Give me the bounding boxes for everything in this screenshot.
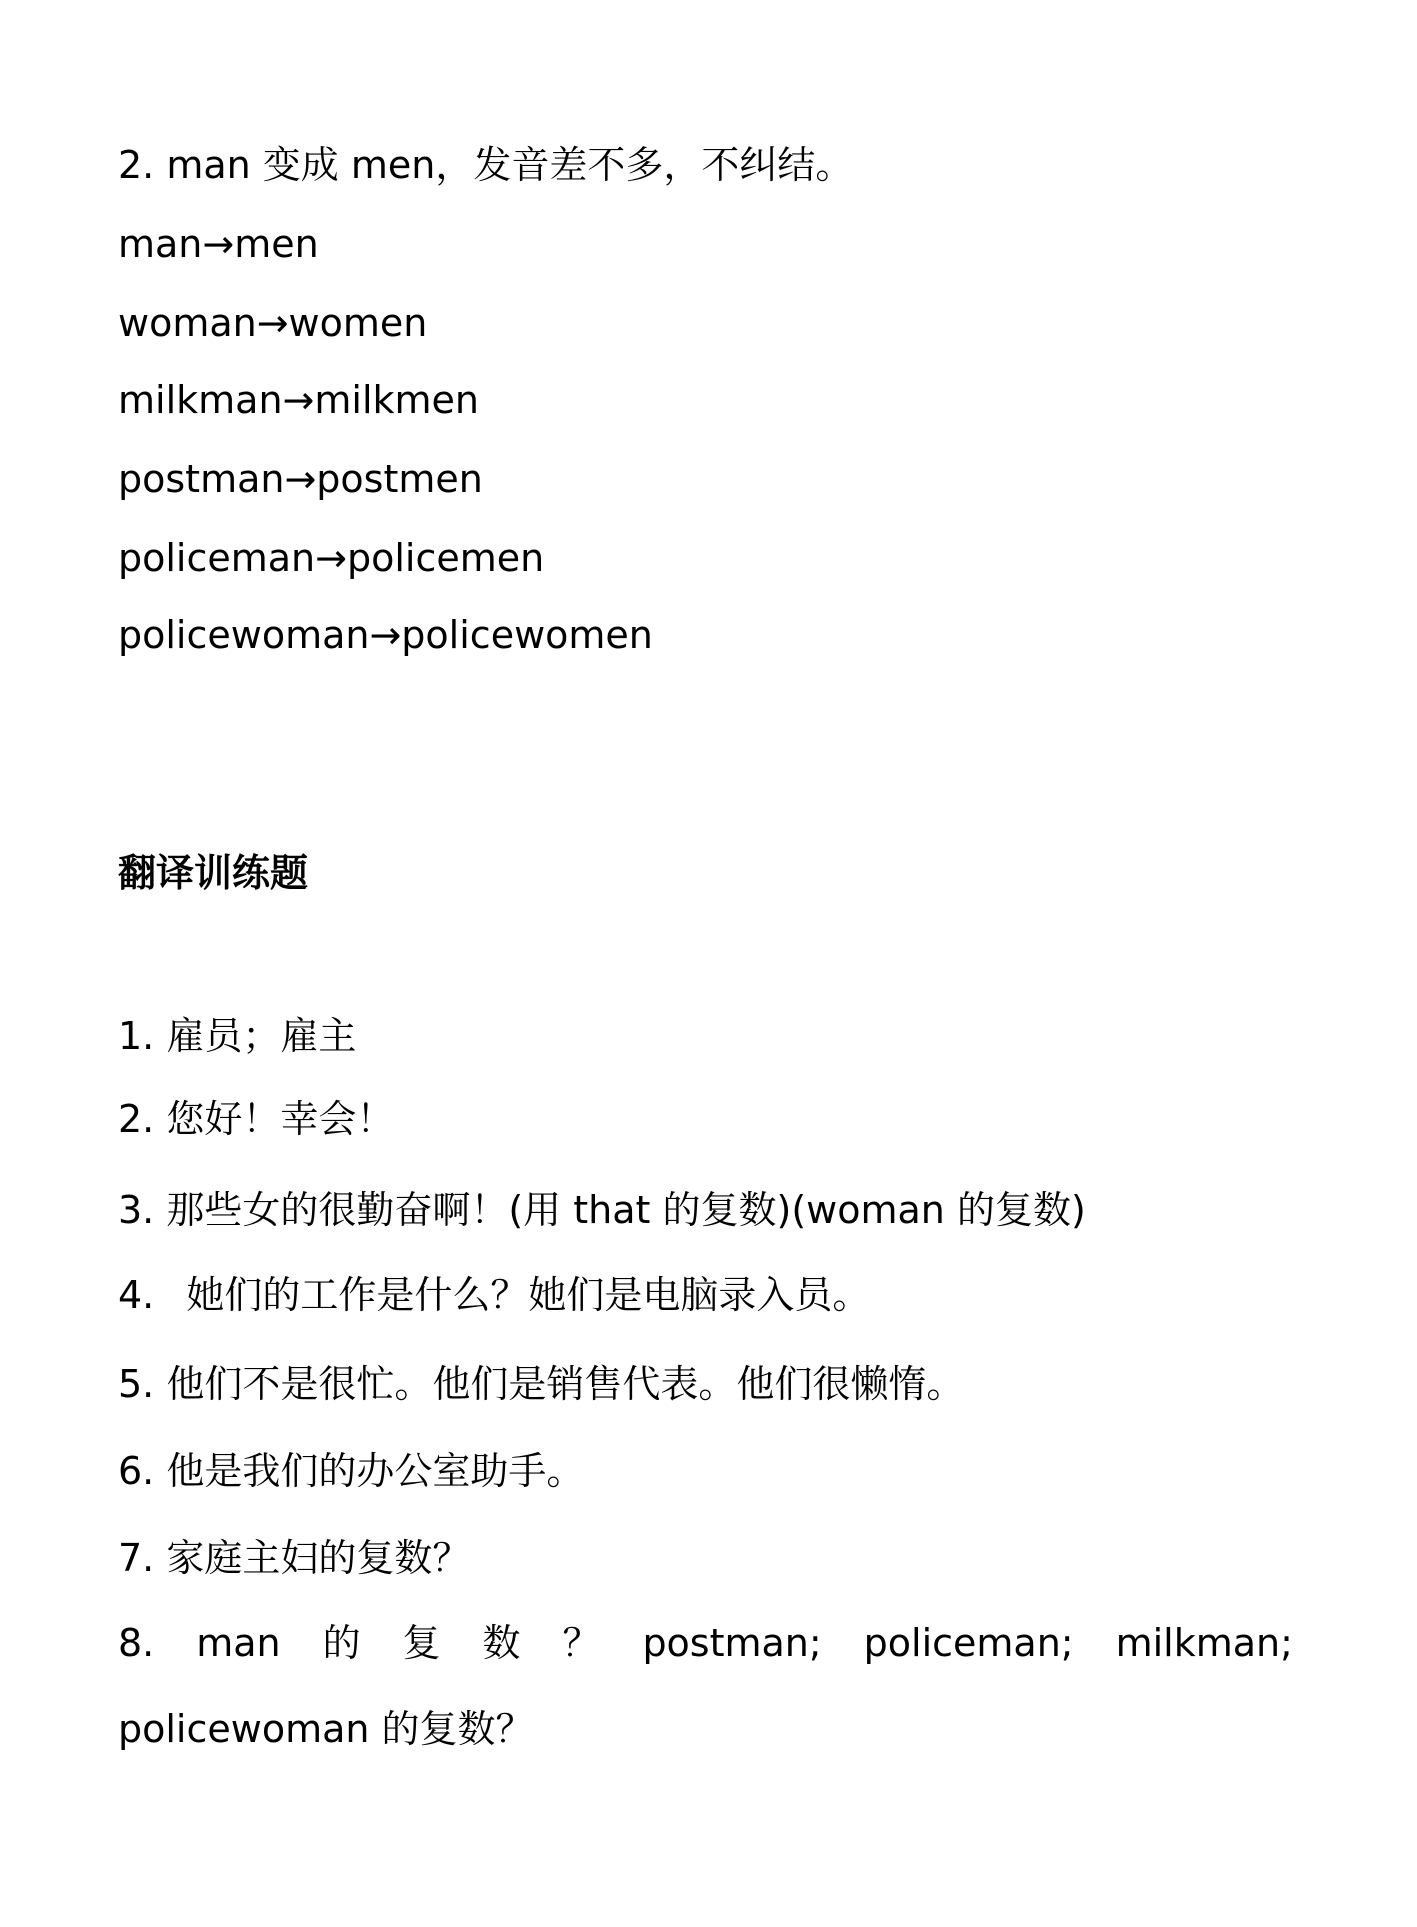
item-number: 2. [118, 1097, 155, 1141]
item-token: 复 [402, 1621, 441, 1665]
item-number: 4. [118, 1273, 155, 1317]
exercise-item-7 [118, 1534, 470, 1582]
exercise-item-8-continuation: policewoman 的复数？ [118, 1707, 534, 1751]
exercise-item-3 [118, 1186, 1086, 1234]
exercise-item-4 [118, 1271, 870, 1319]
item-number: 3. [118, 1188, 155, 1232]
exercise-item-5 [118, 1360, 964, 1408]
item-token: 数 [482, 1621, 521, 1665]
item-text: 雇员；雇主 [166, 1014, 357, 1058]
example-woman: woman→women [118, 301, 428, 345]
item-number: 1. [118, 1014, 155, 1058]
item-text: 您好！幸会！ [166, 1097, 395, 1141]
exercise-item-2 [118, 1095, 394, 1143]
example-policeman: policeman→policemen [118, 536, 545, 580]
item-text: 家庭主妇的复数？ [166, 1536, 471, 1580]
item-token: milkman; [1115, 1621, 1293, 1665]
item-number: 7. [118, 1536, 155, 1580]
item-number: 5. [118, 1362, 155, 1406]
item-text: 那些女的很勤奋啊！(用 that 的复数)(woman 的复数) [166, 1188, 1086, 1232]
example-policewoman: policewoman→policewomen [118, 613, 653, 657]
item-token: policeman; [863, 1621, 1074, 1665]
example-postman: postman→postmen [118, 457, 483, 501]
item-token: postman; [642, 1621, 822, 1665]
exercise-item-8 [118, 1619, 1293, 1667]
item-text: 她们的工作是什么？她们是电脑录入员。 [186, 1273, 871, 1317]
example-man: man→men [118, 222, 319, 266]
item-text: 他是我们的办公室助手。 [166, 1449, 585, 1493]
exercises-heading: 翻译训练题 [118, 851, 309, 895]
item-number: 8. [118, 1621, 155, 1665]
exercise-item-1 [118, 1012, 356, 1060]
item-token: man [196, 1621, 281, 1665]
item-token: 的 [322, 1621, 361, 1665]
plural-rule: 2. man 变成 men，发音差不多，不纠结。 [118, 143, 854, 187]
example-milkman: milkman→milkmen [118, 378, 479, 422]
item-text: 他们不是很忙。他们是销售代表。他们很懒惰。 [166, 1362, 965, 1406]
item-token: ？ [562, 1621, 601, 1665]
exercise-item-6 [118, 1447, 584, 1495]
item-number: 6. [118, 1449, 155, 1493]
